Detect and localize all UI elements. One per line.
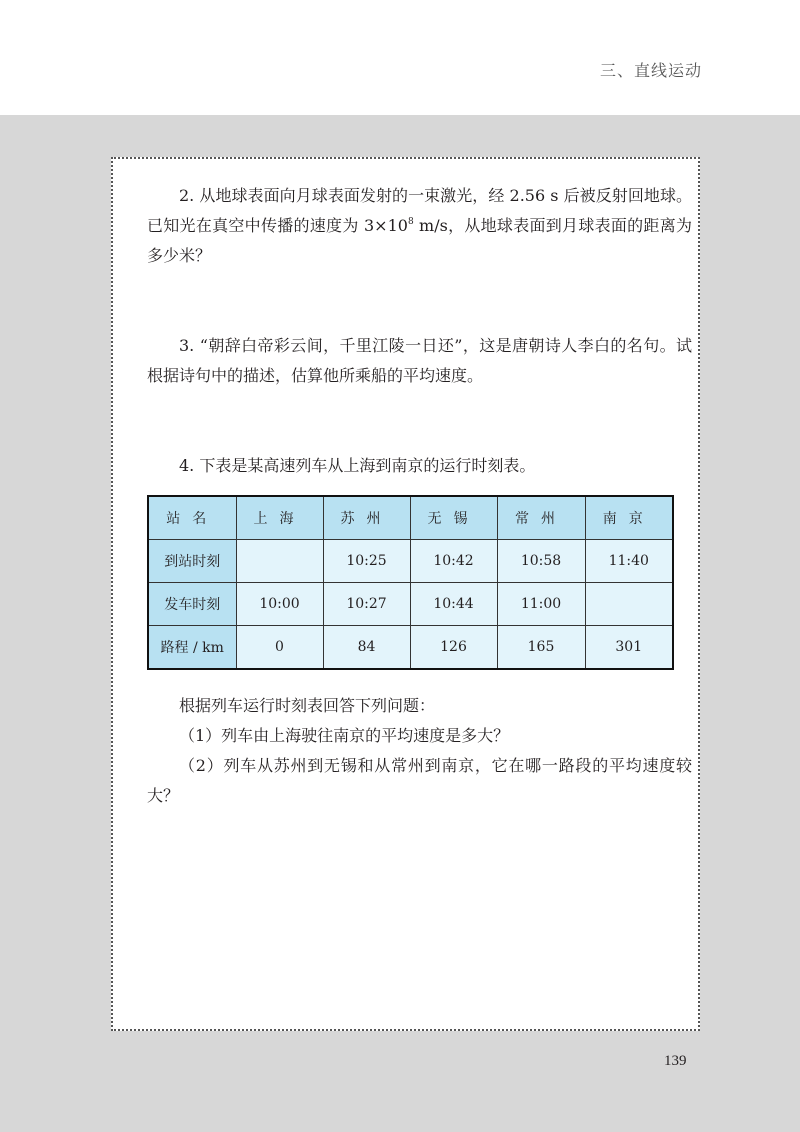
problem-4-questions bbox=[147, 691, 692, 811]
row-label-distance: 路程 / km bbox=[148, 625, 236, 669]
page-header bbox=[0, 0, 800, 115]
table-header-cell: 无锡 bbox=[410, 496, 497, 540]
problem-2-text-b: m/s，从地球表面到月球表面的距离为多少米？ bbox=[147, 216, 692, 265]
page-number: 139 bbox=[664, 1053, 687, 1069]
question-1: （1）列车由上海驶往南京的平均速度是多大？ bbox=[179, 726, 510, 745]
table-cell: 0 bbox=[236, 625, 323, 669]
table-cell: 165 bbox=[497, 625, 585, 669]
table-cell bbox=[585, 582, 673, 625]
table-cell: 10:42 bbox=[410, 540, 497, 583]
row-label-arrival: 到站时刻 bbox=[148, 540, 236, 583]
table-cell: 10:00 bbox=[236, 582, 323, 625]
train-timetable bbox=[147, 495, 674, 670]
table-cell: 10:58 bbox=[497, 540, 585, 583]
row-label-departure: 发车时刻 bbox=[148, 582, 236, 625]
table-header-cell: 南京 bbox=[585, 496, 673, 540]
table-cell bbox=[236, 540, 323, 583]
table-row bbox=[148, 625, 673, 669]
table-cell: 84 bbox=[323, 625, 410, 669]
exponent: 8 bbox=[407, 217, 414, 227]
table-row bbox=[148, 540, 673, 583]
table-cell: 11:00 bbox=[497, 582, 585, 625]
table-cell: 10:27 bbox=[323, 582, 410, 625]
table-header-cell: 上海 bbox=[236, 496, 323, 540]
question-2: （2）列车从苏州到无锡和从常州到南京，它在哪一路段的平均速度较大？ bbox=[147, 756, 692, 805]
table-header-cell: 苏州 bbox=[323, 496, 410, 540]
table-cell: 10:25 bbox=[323, 540, 410, 583]
table-cell: 11:40 bbox=[585, 540, 673, 583]
table-cell: 126 bbox=[410, 625, 497, 669]
questions-intro: 根据列车运行时刻表回答下列问题： bbox=[179, 696, 436, 715]
chapter-title: 三、直线运动 bbox=[599, 61, 702, 80]
table-cell: 10:44 bbox=[410, 582, 497, 625]
table-row bbox=[148, 582, 673, 625]
problem-4: 4. 下表是某高速列车从上海到南京的运行时刻表。 bbox=[179, 456, 536, 475]
table-header-row bbox=[148, 496, 673, 540]
problem-2 bbox=[147, 181, 692, 271]
table-header-cell: 站名 bbox=[148, 496, 236, 540]
problem-2-text-a: 2. 从地球表面向月球表面发射的一束激光，经 2.56 s 后被反射回地球。已知光在真空中传播的速度为 3×10 bbox=[147, 186, 692, 235]
table-cell: 301 bbox=[585, 625, 673, 669]
problem-3: 3. “朝辞白帝彩云间，千里江陵一日还”，这是唐朝诗人李白的名句。试根据诗句中的描述，估算他所乘船的平均速度。 bbox=[147, 336, 692, 385]
table-header-cell: 常州 bbox=[497, 496, 585, 540]
